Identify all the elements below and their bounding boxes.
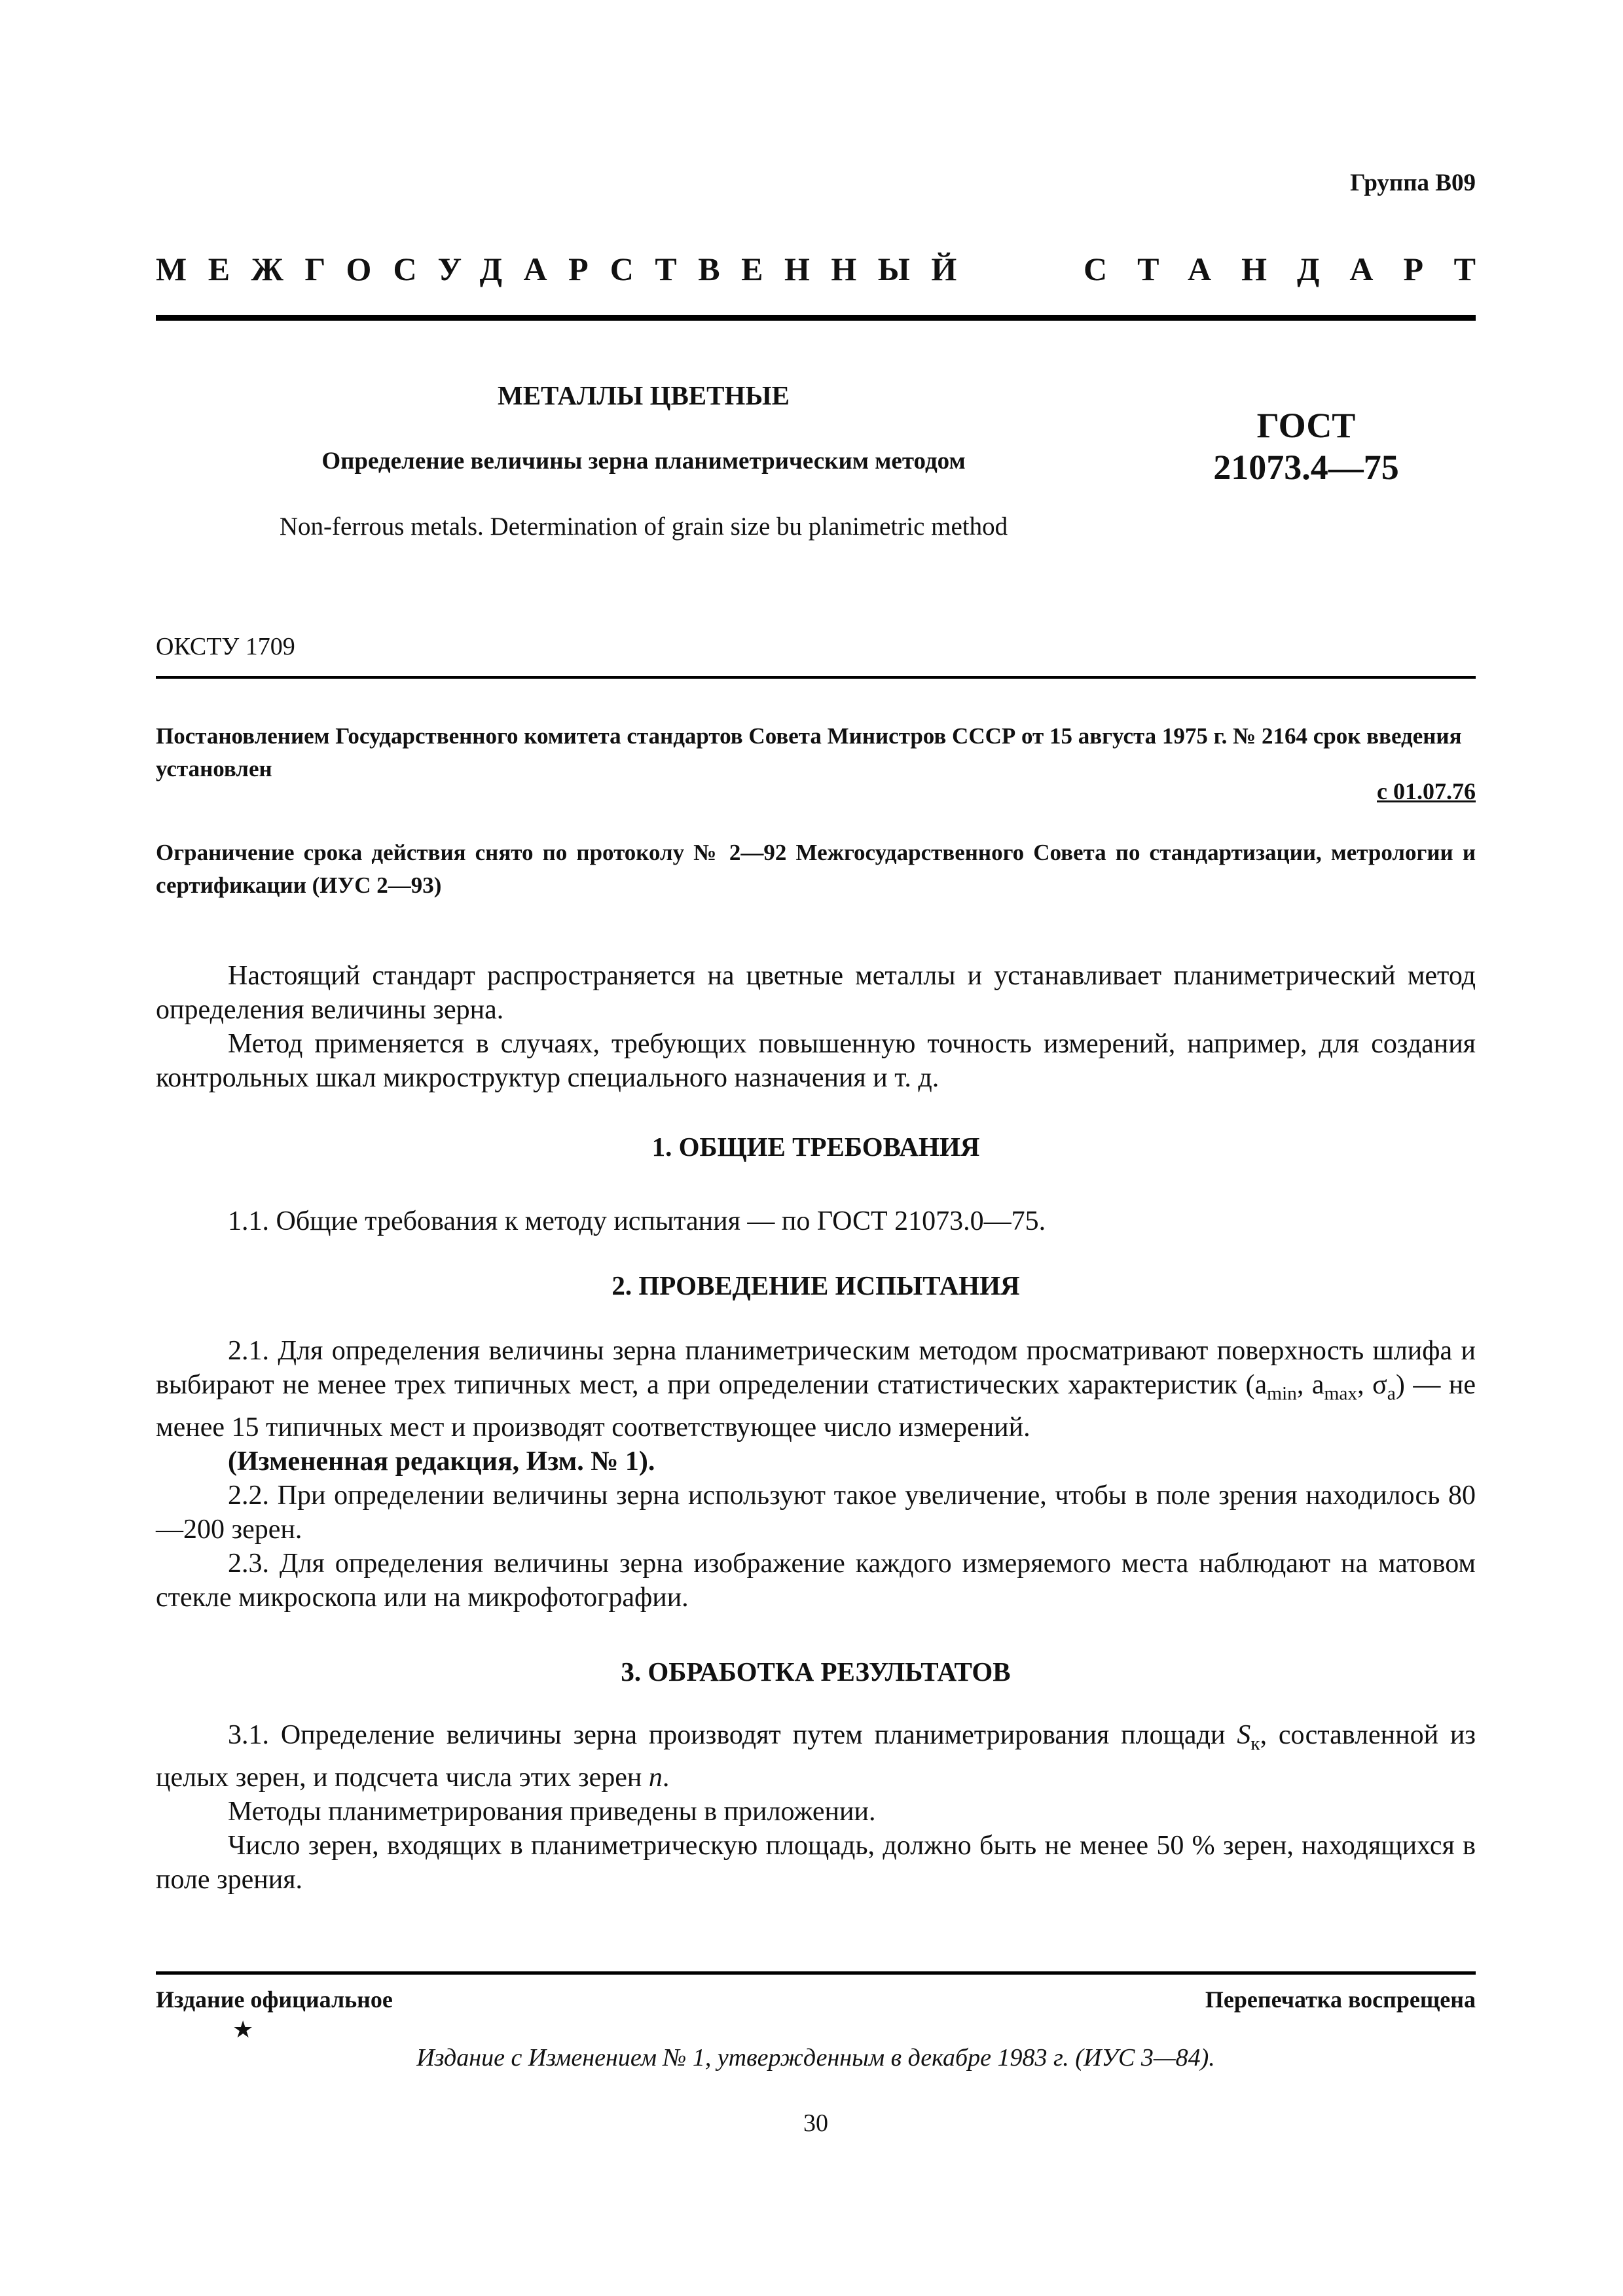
- decree-text: Постановлением Государственного комитета стандартов Совета Министров СССР от 15 августа 1975 г. № 2164 срок введения установлен: [156, 723, 1462, 781]
- clause-2-1-text: 2.1. Для определения величины зерна планиметрическим методом просматривают поверхность шлифа и выбирают не менее трех типичных мест, а при определении статистических характеристик: [156, 1336, 1476, 1400]
- clause-3-methods: Методы планиметрирования приведены в приложении.: [228, 1797, 876, 1827]
- clause-2-2: 2.2. При определении величины зерна используют такое увеличение, чтобы в поле зрения находилось 80—200 зерен.: [156, 1480, 1476, 1545]
- official-edition: Издание официальное: [156, 1986, 393, 2013]
- doc-title: МЕТАЛЛЫ ЦВЕТНЫЕ: [498, 380, 790, 410]
- no-reprint-notice: Перепечатка воспрещена: [1205, 1986, 1476, 2013]
- gost-label: ГОСТ: [1256, 406, 1356, 445]
- banner-word-standard: СТАНДАРТ: [1084, 251, 1506, 287]
- stat-formula: ($a_{min}$, $a_{max}$, $\sigma_a$): [1245, 1370, 1405, 1405]
- intro-block: [156, 959, 1476, 1095]
- section-3-body: [156, 1718, 1476, 1897]
- section-3-heading: 3. ОБРАБОТКА РЕЗУЛЬТАТОВ: [621, 1657, 1011, 1687]
- standard-banner: [156, 250, 1506, 288]
- group-code: Группа В09: [1350, 170, 1476, 196]
- okstu-rule: [156, 676, 1476, 679]
- clause-3-1: 3.1. Определение величины зерна производят путем планиметрирования площади $S_к$, составленной из целых зерен, и подсчета числа этих зерен n.: [156, 1720, 1476, 1793]
- section-1-body: [156, 1204, 1476, 1238]
- page-number: 30: [803, 2109, 828, 2137]
- section-1-heading: 1. ОБЩИЕ ТРЕБОВАНИЯ: [651, 1132, 980, 1162]
- clause-2-1-tail: — не менее 15 типичных мест и производят соответствующее число измерений.: [156, 1370, 1476, 1443]
- clause-3-count: Число зерен, входящих в планиметрическую площадь, должно быть не менее 50 % зерен, находящихся в поле зрения.: [156, 1831, 1476, 1895]
- limitation-note: Ограничение срока действия снято по протоколу № 2—92 Межгосударственного Совета по стандартизации, метрологии и сертификации (ИУС 2—93): [156, 840, 1476, 898]
- doc-subtitle: Определение величины зерна планиметрическим методом: [321, 448, 966, 475]
- edition-note: Издание с Изменением № 1, утвержденным в декабре 1983 г. (ИУС 3—84).: [416, 2044, 1215, 2072]
- amendment-note: (Измененная редакция, Изм. № 1).: [228, 1446, 655, 1477]
- clause-2-3: 2.3. Для определения величины зерна изображение каждого измеряемого места наблюдают на матовом стекле микроскопа или на микрофотографии.: [156, 1549, 1476, 1613]
- clause-2-1: [156, 1334, 1476, 1444]
- doc-title-english: Non-ferrous metals. Determination of grain size bu planimetric method: [279, 512, 1008, 541]
- intro-paragraph-2: Метод применяется в случаях, требующих повышенную точность измерений, например, для создания контрольных шкал микроструктур специального назначения и т. д.: [156, 1029, 1476, 1093]
- banner-word-interstate: МЕЖГОСУДАРСТВЕННЫЙ: [156, 251, 978, 287]
- clause-1-1: 1.1. Общие требования к методу испытания — по ГОСТ 21073.0—75.: [228, 1206, 1046, 1236]
- section-2-heading: 2. ПРОВЕДЕНИЕ ИСПЫТАНИЯ: [611, 1270, 1020, 1300]
- gost-designation: [1201, 404, 1411, 488]
- section-2-body: [156, 1334, 1476, 1615]
- header-rule: [156, 315, 1476, 321]
- gost-number: 21073.4—75: [1213, 448, 1399, 487]
- effective-date: с 01.07.76: [1377, 778, 1476, 804]
- intro-paragraph-1: Настоящий стандарт распространяется на цветные металлы и устанавливает планиметрический метод определения величины зерна.: [156, 961, 1476, 1025]
- star-icon: ★: [232, 2017, 254, 2043]
- footer-rule: [156, 1971, 1476, 1975]
- okstu-code: ОКСТУ 1709: [156, 633, 295, 660]
